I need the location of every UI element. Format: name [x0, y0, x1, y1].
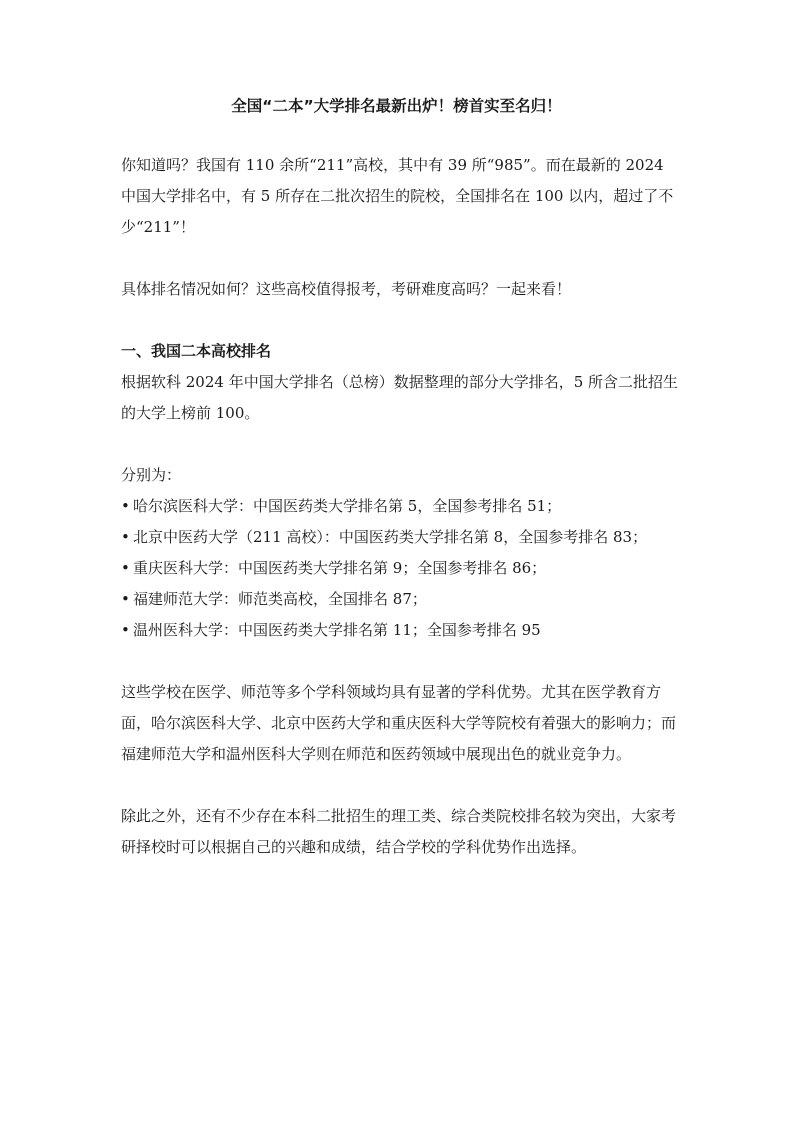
school-list	[121, 491, 681, 646]
ranking-intro-paragraph: 根据软科 2024 年中国大学排名（总榜）数据整理的部分大学排名，5 所含二批招生的大学上榜前 100。	[121, 373, 679, 422]
document-title: 全国“二本”大学排名最新出炉！榜首实至名归！	[231, 97, 562, 115]
school-entry: 重庆医科大学：中国医药类大学排名第 9；全国参考排名 86；	[133, 559, 547, 577]
analysis-paragraph: 这些学校在医学、师范等多个学科领域均具有显著的学科优势。尤其在医学教育方面，哈尔滨医科大学、北京中医药大学和重庆医科大学等院校有着强大的影响力；而福建师范大学和温州医科大学则在师范和医药领域中展现出色的就业竞争力。	[121, 683, 677, 763]
school-entry: 福建师范大学：师范类高校，全国排名 87；	[133, 590, 427, 608]
closing-paragraph: 除此之外，还有不少存在本科二批招生的理工类、综合类院校排名较为突出，大家考研择校时可以根据自己的兴趣和成绩，结合学校的学科优势作出选择。	[121, 807, 677, 856]
list-item	[121, 615, 681, 646]
school-entry: 北京中医药大学（211 高校）：中国医药类大学排名第 8，全国参考排名 83；	[133, 528, 648, 546]
list-label: 分别为：	[121, 466, 182, 484]
bullet-icon: •	[121, 590, 130, 608]
intro-paragraph: 你知道吗？我国有 110 余所“211”高校，其中有 39 所“985”。而在最新的 2024 中国大学排名中，有 5 所存在二批次招生的院校，全国排名在 100 以内，超过了不少“211”！	[121, 156, 674, 236]
section-heading: 一、我国二本高校排名	[121, 342, 272, 360]
bullet-icon: •	[121, 621, 130, 639]
document-body	[121, 150, 681, 863]
bullet-icon: •	[121, 528, 130, 546]
list-item	[121, 491, 681, 522]
school-entry: 温州医科大学：中国医药类大学排名第 11；全国参考排名 95	[133, 621, 541, 639]
list-item	[121, 522, 681, 553]
prompt-paragraph: 具体排名情况如何？这些高校值得报考，考研难度高吗？一起来看！	[121, 280, 572, 298]
bullet-icon: •	[121, 559, 130, 577]
list-item	[121, 584, 681, 615]
bullet-icon: •	[121, 497, 130, 515]
school-entry: 哈尔滨医科大学：中国医药类大学排名第 5，全国参考排名 51；	[133, 497, 562, 515]
list-item	[121, 553, 681, 584]
